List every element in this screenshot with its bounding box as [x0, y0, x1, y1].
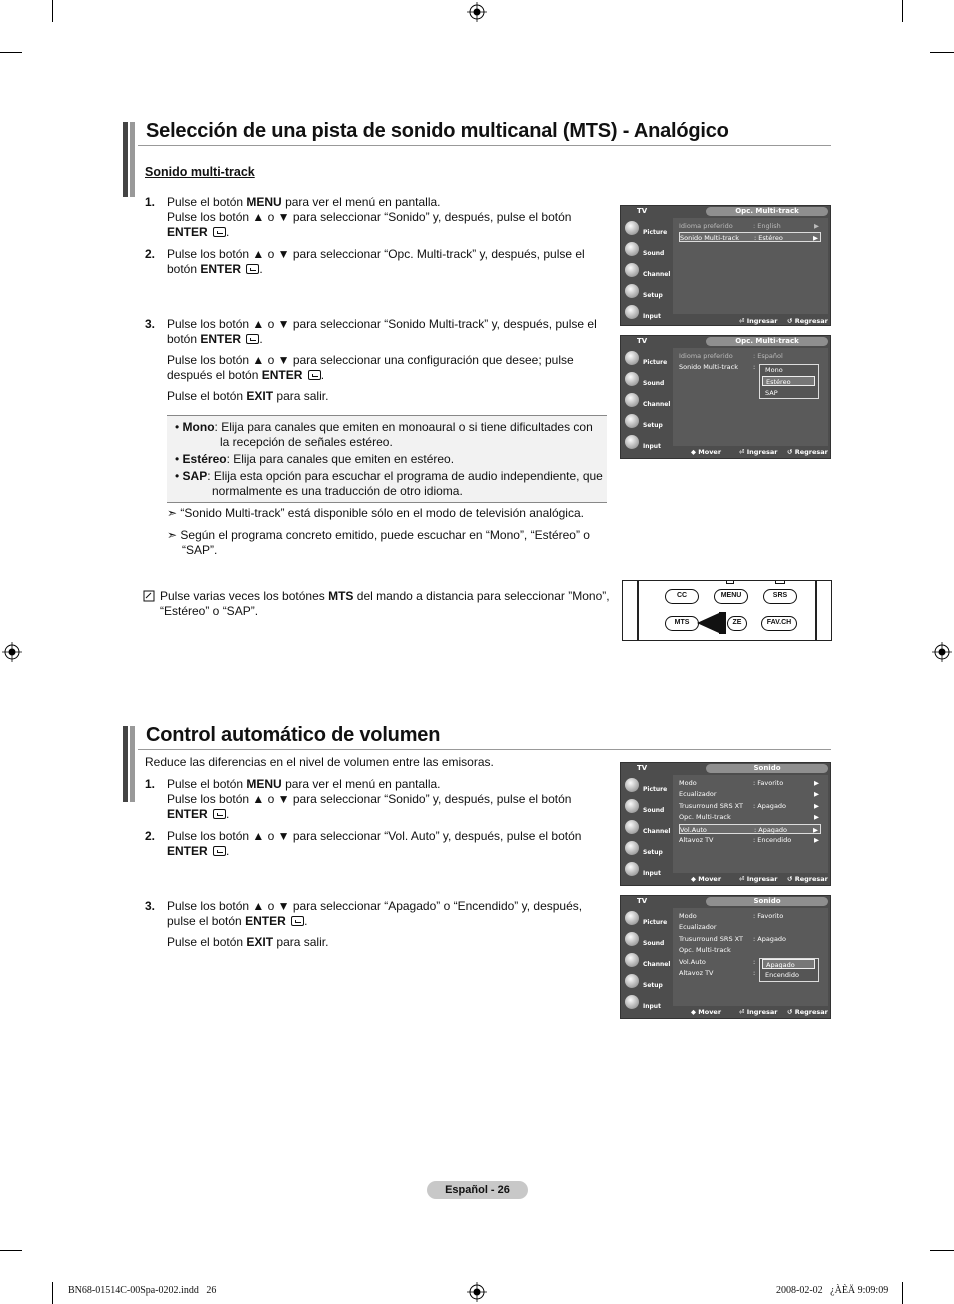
- tv-side-sound: Sound: [623, 798, 667, 818]
- remote-body-edge: [815, 581, 817, 640]
- tv-option: Encendido: [765, 971, 799, 979]
- step-number: 3.: [145, 899, 156, 913]
- tv-footer-move: ◆ Mover: [691, 875, 722, 883]
- crop-mark: [930, 1250, 954, 1251]
- registration-mark-icon: [467, 2, 487, 22]
- cc-button: CC: [665, 589, 699, 604]
- remote-note: Pulse varias veces los botónes MTS del mando a distancia para seleccionar ”Mono”, “Estéreo” o “SAP”.: [160, 589, 610, 618]
- section-bar: [123, 726, 128, 802]
- tv-side-sound: Sound: [623, 931, 667, 951]
- option-estereo: • Estéreo: Elija para canales que emiten en estéreo.: [175, 452, 455, 466]
- tv-header: [621, 206, 830, 218]
- tv-menu-row: Opc. Multi-track ▶: [679, 813, 819, 821]
- tv-side-picture: Picture: [623, 350, 667, 370]
- arrow-note-icon: ➣: [167, 506, 178, 520]
- tv-side-input: Input: [623, 434, 667, 454]
- tv-footer-return: ↺ Regresar: [787, 875, 828, 883]
- enter-icon: [213, 227, 226, 237]
- tv-menu-row: Idioma preferido : English ▶: [679, 222, 819, 230]
- tv-side-sound: Sound: [623, 371, 667, 391]
- tv-option-list: [759, 364, 819, 399]
- tv-header: [621, 896, 830, 908]
- tv-menu-panel: [673, 218, 828, 314]
- intro-text: Reduce las diferencias en el nivel de volumen entre las emisoras.: [145, 755, 494, 769]
- step-number: 3.: [145, 317, 156, 331]
- tv-side-picture: Picture: [623, 910, 667, 930]
- tv-option-list: [759, 958, 819, 982]
- picture-icon: [625, 911, 639, 925]
- tv-header: [621, 336, 830, 348]
- tv-side-input: Input: [623, 994, 667, 1014]
- crop-mark: [0, 1250, 22, 1251]
- tv-footer-enter: ⏎ Ingresar: [739, 317, 778, 325]
- tv-menu-title: Opc. Multi-track: [706, 207, 828, 216]
- subheading: Sonido multi-track: [145, 165, 255, 179]
- sound-icon: [625, 799, 639, 813]
- registration-mark-icon: [932, 642, 952, 662]
- tv-label: TV: [637, 764, 648, 772]
- sound-icon: [625, 242, 639, 256]
- tv-side-picture: Picture: [623, 777, 667, 797]
- tv-option-selected: Estéreo: [762, 376, 815, 386]
- tv-option-selected: Apagado: [762, 959, 815, 969]
- tv-menu-row: Modo : Favorito: [679, 912, 784, 920]
- section-bar: [130, 726, 135, 802]
- tv-screen-opc-multitrack-2: [620, 335, 831, 459]
- tv-menu-row: Trusurround SRS XT : Apagado ▶: [679, 802, 819, 810]
- tv-screen-opc-multitrack-1: [620, 205, 831, 326]
- tv-menu-row: Idioma preferido : Español: [679, 352, 783, 360]
- tv-menu-row: Vol.Auto :: [679, 958, 756, 966]
- option-mono: • Mono: Elija para canales que emiten en monoaural o si tiene dificultades con la recepción de señales estéreo.: [175, 420, 593, 449]
- tv-menu-row: Modo : Favorito ▶: [679, 779, 819, 787]
- crop-mark: [902, 1282, 903, 1304]
- tv-menu-row: Ecualizador ▶: [679, 790, 819, 798]
- title-rule: [138, 749, 831, 750]
- enter-icon: [246, 334, 259, 344]
- tv-option: SAP: [765, 389, 778, 397]
- input-icon: [625, 995, 639, 1009]
- tv-menu-row: Opc. Multi-track: [679, 946, 731, 954]
- crop-mark: [52, 1282, 53, 1304]
- tv-footer-move: ◆ Mover: [691, 448, 722, 456]
- tv-menu-panel: [673, 348, 828, 446]
- step-text: Pulse el botón MENU para ver el menú en pantalla. Pulse los botón ▲ o ▼ para seleccionar “Sonido” y, después, pulse el botón ENTER .: [167, 777, 572, 821]
- input-icon: [625, 862, 639, 876]
- step-number: 2.: [145, 829, 156, 843]
- tv-footer-move: ◆ Mover: [691, 1008, 722, 1016]
- step-text: Pulse los botón ▲ o ▼ para seleccionar “Sonido Multi-track” y, después, pulse el botón ENTER . Pulse los botón ▲ o ▼ para seleccionar una configuración que desee; pulse después el botón ENTER . Pulse el botón EXIT para salir.: [167, 317, 597, 403]
- step-number: 1.: [145, 195, 156, 209]
- enter-icon: [246, 264, 259, 274]
- tv-footer-return: ↺ Regresar: [787, 448, 828, 456]
- channel-icon: [625, 263, 639, 277]
- tv-side-picture: Picture: [623, 220, 667, 240]
- tv-menu-row-selected: Vol.Auto : Apagado ▶: [679, 824, 821, 834]
- arrow-note: ➣ “Sonido Multi-track” está disponible sólo en el modo de televisión analógica.: [167, 506, 584, 520]
- tv-screen-sonido-1: [620, 762, 831, 886]
- tv-side-setup: Setup: [623, 283, 667, 303]
- remote-body-edge: [637, 581, 639, 640]
- enter-icon: [213, 846, 226, 856]
- step-text: Pulse el botón MENU para ver el menú en pantalla. Pulse los botón ▲ o ▼ para seleccionar “Sonido” y, después, pulse el botón ENTER .: [167, 195, 572, 239]
- setup-icon: [625, 284, 639, 298]
- print-file-info: BN68-01514C-00Spa-0202.indd 26: [68, 1285, 217, 1296]
- crop-mark: [0, 52, 22, 53]
- title-rule: [138, 145, 831, 146]
- channel-icon: [625, 820, 639, 834]
- tv-header: [621, 763, 830, 775]
- tv-label: TV: [637, 897, 648, 905]
- pointer-bar: [719, 612, 726, 634]
- registration-mark-icon: [467, 1282, 487, 1302]
- tv-side-channel: Channel: [623, 262, 667, 282]
- option-sap: • SAP: Elija esta opción para escuchar el programa de audio independiente, que normalmente es una traducción de otro idioma.: [175, 469, 603, 498]
- sound-icon: [625, 932, 639, 946]
- step-text: Pulse los botón ▲ o ▼ para seleccionar “Opc. Multi-track” y, después, pulse el botón ENTER .: [167, 247, 585, 276]
- section-title: Control automático de volumen: [146, 724, 441, 746]
- channel-icon: [625, 393, 639, 407]
- tv-side-input: Input: [623, 304, 667, 324]
- tv-menu-row: Altavoz TV :: [679, 969, 756, 977]
- tv-menu-row: Sonido Multi-track :: [679, 363, 756, 371]
- arrow-note-icon: ➣: [167, 528, 178, 542]
- menu-button: MENU: [714, 589, 748, 604]
- tv-menu-panel: [673, 775, 828, 873]
- step-number: 1.: [145, 777, 156, 791]
- crop-mark: [52, 0, 53, 22]
- tv-side-setup: Setup: [623, 413, 667, 433]
- input-icon: [625, 305, 639, 319]
- tv-menu-title: Sonido: [706, 764, 828, 773]
- srs-button: SRS: [763, 589, 797, 604]
- step-number: 2.: [145, 247, 156, 261]
- tv-side-setup: Setup: [623, 840, 667, 860]
- picture-icon: [625, 221, 639, 235]
- tv-menu-row: Trusurround SRS XT : Apagado: [679, 935, 787, 943]
- crop-mark: [930, 52, 954, 53]
- tv-menu-row: Altavoz TV : Encendido ▶: [679, 836, 819, 844]
- page-number-badge: Español - 26: [427, 1181, 528, 1199]
- setup-icon: [625, 841, 639, 855]
- tv-side-sound: Sound: [623, 241, 667, 261]
- crop-mark: [902, 0, 903, 22]
- tv-option: Mono: [765, 366, 783, 374]
- tv-menu-row-selected: Sonido Multi-track : Estéreo ▶: [679, 232, 821, 242]
- arrow-note: ➣ Según el programa concreto emitido, puede escuchar en “Mono”, “Estéreo” o “SAP”.: [167, 528, 590, 557]
- tv-label: TV: [637, 337, 648, 345]
- tv-footer-enter: ⏎ Ingresar: [739, 1008, 778, 1016]
- ze-button: ZE: [727, 616, 747, 631]
- tv-menu-panel: [673, 908, 828, 1006]
- section-bar: [123, 122, 128, 197]
- tv-footer-enter: ⏎ Ingresar: [739, 875, 778, 883]
- step-text: Pulse los botón ▲ o ▼ para seleccionar “Apagado” o “Encendido” y, después, pulse el botón ENTER . Pulse el botón EXIT para salir.: [167, 899, 583, 949]
- section-bar: [130, 122, 135, 197]
- tv-screen-sonido-2: [620, 895, 831, 1019]
- tv-side-channel: Channel: [623, 952, 667, 972]
- channel-icon: [625, 953, 639, 967]
- enter-icon: [308, 370, 321, 380]
- tv-side-input: Input: [623, 861, 667, 881]
- tv-menu-title: Opc. Multi-track: [706, 337, 828, 346]
- tv-footer-enter: ⏎ Ingresar: [739, 448, 778, 456]
- setup-icon: [625, 974, 639, 988]
- favch-button: FAV.CH: [761, 616, 797, 631]
- enter-icon: [291, 916, 304, 926]
- enter-icon: [213, 809, 226, 819]
- print-timestamp: 2008-02-02 ¿ÀÈÄ 9:09:09: [776, 1285, 889, 1296]
- remote-top-mark: [775, 581, 785, 584]
- tv-side-channel: Channel: [623, 819, 667, 839]
- step-text: Pulse los botón ▲ o ▼ para seleccionar “Vol. Auto” y, después, pulse el botón ENTER .: [167, 829, 582, 858]
- picture-icon: [625, 351, 639, 365]
- tv-side-setup: Setup: [623, 973, 667, 993]
- tv-menu-row: Ecualizador: [679, 923, 717, 931]
- setup-icon: [625, 414, 639, 428]
- tv-footer-return: ↺ Regresar: [787, 317, 828, 325]
- input-icon: [625, 435, 639, 449]
- tv-side-channel: Channel: [623, 392, 667, 412]
- sound-icon: [625, 372, 639, 386]
- remote-control-image: [622, 580, 832, 641]
- tv-label: TV: [637, 207, 648, 215]
- remote-top-mark: [726, 581, 734, 584]
- registration-mark-icon: [2, 642, 22, 662]
- page-title: Selección de una pista de sonido multicanal (MTS) - Analógico: [146, 120, 729, 142]
- tv-menu-title: Sonido: [706, 897, 828, 906]
- tv-footer-return: ↺ Regresar: [787, 1008, 828, 1016]
- picture-icon: [625, 778, 639, 792]
- mts-button: MTS: [665, 616, 699, 631]
- note-icon: [143, 590, 155, 602]
